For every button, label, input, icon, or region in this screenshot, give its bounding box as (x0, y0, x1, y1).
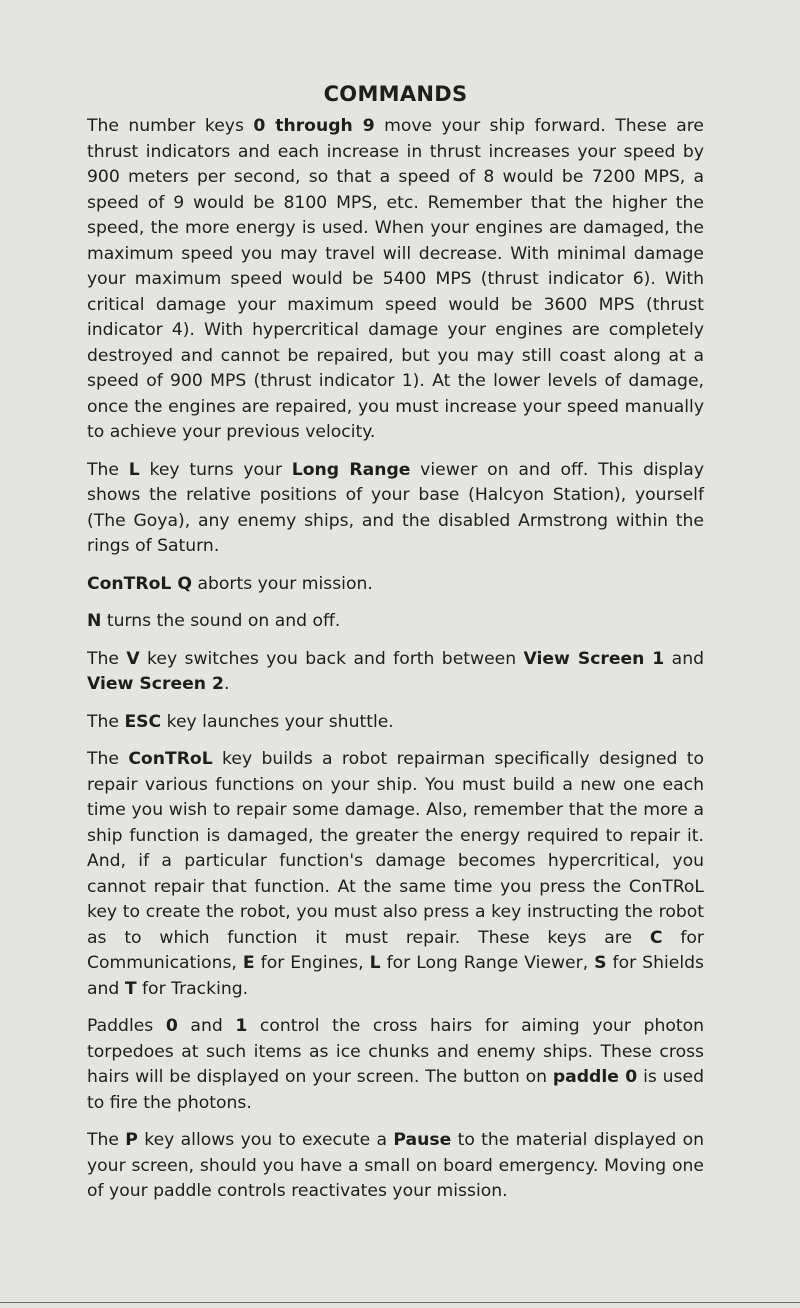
text-span: . (223, 674, 230, 694)
text-span: and (177, 1016, 236, 1036)
key-name: E (242, 953, 255, 973)
text-span: turns the sound on and off. (101, 611, 341, 631)
text-span: The (87, 1130, 126, 1150)
text-span: key launches your shuttle. (161, 711, 394, 732)
text-span: to the material displayed on your screen, should you have a small on board emergency. Moving one of your paddle controls reactivates your mission. (87, 1130, 704, 1201)
key-name: S (594, 953, 607, 973)
paragraph-long-range (87, 458, 704, 560)
paragraph-pause (87, 1128, 704, 1205)
text-span: for Engines, (254, 953, 370, 973)
text-span: Paddles (87, 1016, 166, 1036)
paragraph-paddles (87, 1014, 704, 1116)
paragraph-sound (87, 609, 704, 635)
text-span: aborts your mission. (191, 573, 373, 594)
key-name: L (369, 953, 381, 973)
manual-page (87, 82, 704, 1217)
key-name: Pause (393, 1130, 452, 1150)
bottom-rule (0, 1302, 800, 1303)
text-span: viewer on and off. This display shows the relative positions of your base (Halcyon Station), yourself (The Goya), any enemy ships, and the disabled Armstrong within the rings of Saturn. (87, 459, 704, 556)
text-span: is used to fire the photons. (87, 1067, 704, 1113)
text-span: and (664, 648, 704, 669)
text-span: key turns your (139, 459, 292, 480)
key-name: P (125, 1130, 138, 1150)
text-span: for Long Range Viewer, (380, 953, 595, 973)
key-name: ConTRoL (128, 749, 213, 769)
key-name: V (126, 648, 140, 669)
text-span: key builds a robot repairman specifically designed to repair various functions on your ship. You must build a new one each time you wish to repair some damage. Also, remember that the more a ship function is damaged, the greater the energy required to repair it. And, if a particular function's damage becomes hypercritical, you cannot repair that function. At the same time you press the ConTRoL key to create the robot, you must also press a key instructing the robot as to which function it must repair. These keys are (87, 749, 704, 948)
text-span: The (87, 749, 129, 769)
paragraph-abort (87, 572, 704, 598)
key-name: View Screen 2 (87, 674, 224, 694)
text-span: key switches you back and forth between (139, 648, 524, 669)
text-span: control the cross hairs for aiming your photon torpedoes at such items as ice chunks and enemy ships. These cross hairs will be displayed on your screen. The button on (87, 1016, 704, 1087)
key-name: 0 through 9 (253, 116, 375, 136)
paragraph-number-keys (87, 114, 704, 446)
key-name: T (124, 978, 137, 999)
key-name: 0 (165, 1016, 178, 1036)
key-name: L (128, 459, 140, 480)
text-span: for Shields and (87, 953, 704, 999)
key-name: View Screen 1 (523, 648, 665, 669)
text-span: key allows you to execute a (137, 1130, 394, 1150)
key-name: ConTRoL Q (87, 573, 192, 594)
paragraph-shuttle (87, 710, 704, 736)
key-name: C (649, 927, 663, 948)
text-span: The (87, 711, 125, 732)
page-title: COMMANDS (323, 82, 468, 106)
text-span: move your ship forward. These are thrust indicators and each increase in thrust increases your speed by 900 meters per second, so that a speed of 8 would be 7200 MPS, a speed of 9 would be 8100 MPS, etc. Remember that the higher the speed, the more energy is used. When your engines are damaged, the maximum speed you may travel will decrease. With minimal damage your maximum speed would be 5400 MPS (thrust indicator 6). With critical damage your maximum speed would be 3600 MPS (thrust indicator 4). With hypercritical damage your engines are completely destroyed and cannot be repaired, but you may still coast along at a speed of 900 MPS (thrust indicator 1). At the lower levels of damage, once the engines are repaired, you must increase your speed manually to achieve your previous velocity. (87, 116, 704, 442)
paragraph-view-screen (87, 647, 704, 698)
key-name: 1 (235, 1016, 248, 1036)
text-span: for Communications, (87, 927, 704, 973)
key-name: Long Range (291, 459, 411, 480)
paragraph-robot-repair (87, 747, 704, 1002)
text-span: The number keys (87, 116, 254, 136)
key-name: ESC (124, 711, 162, 732)
key-name: paddle 0 (552, 1067, 638, 1087)
text-span: The (87, 648, 127, 669)
text-span: The (87, 459, 129, 480)
key-name: N (87, 611, 102, 631)
text-span: for Tracking. (136, 978, 249, 999)
